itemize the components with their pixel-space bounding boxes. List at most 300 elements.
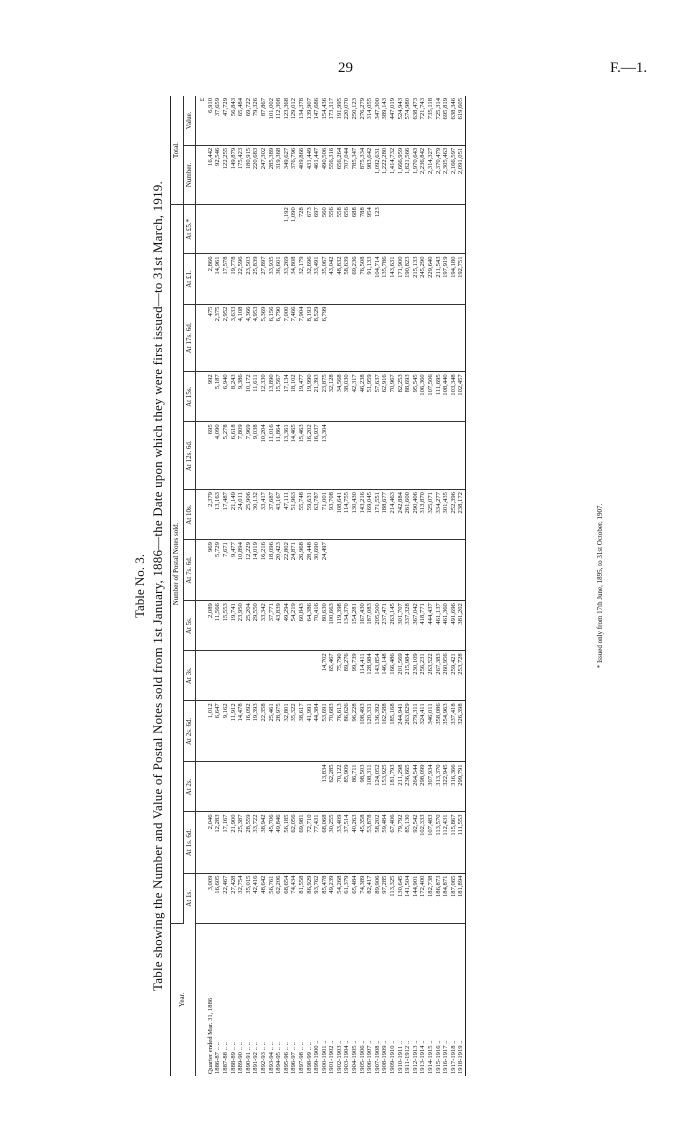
table-cell: 153,925 [381, 762, 389, 812]
table-cell: 695,819 [442, 96, 450, 145]
table-cell [389, 540, 397, 601]
table-cell: 112,431 [442, 812, 450, 873]
table-cell: 21,149 [230, 490, 238, 540]
table-cell [328, 304, 336, 372]
table-cell: 19,990 [306, 372, 314, 422]
table-cell: 175,423 [237, 145, 245, 204]
table-cell: 954 [366, 205, 374, 254]
table-cell: 19,477 [298, 372, 306, 422]
table-cell: 60,843 [298, 601, 306, 651]
table-cell: 42,416 [252, 873, 260, 923]
year-cell: 1910-1911 .. [396, 1040, 404, 1074]
table-cell: 188,677 [381, 490, 389, 540]
year-cell: 1907-1908 .. [373, 1040, 381, 1074]
table-cell: 10,204 [260, 422, 268, 490]
table-cell: 100,663 [328, 601, 336, 651]
table-cell: 1,666,959 [397, 145, 405, 204]
table-cell: 2,046 [207, 812, 215, 873]
year-cell: 1918-1919 .. [457, 1040, 465, 1074]
year-cell: 1912-1913 .. [411, 1040, 419, 1074]
table-cell: 252,396 [450, 490, 458, 540]
table-cell: 263,829 [404, 701, 412, 762]
table-cell: 9,477 [230, 540, 238, 601]
header-group-total: Total. [171, 96, 184, 205]
table-cell: 1,012 [207, 701, 215, 762]
table-cell: 191,995 [336, 96, 344, 145]
table-cell [397, 304, 405, 372]
table-cell [381, 205, 389, 254]
table-cell [359, 540, 367, 601]
table-cell: 64,386 [306, 601, 314, 651]
table-cell: 192,751 [457, 254, 465, 304]
table-cell: 24,871 [290, 540, 298, 601]
table-row [336, 96, 344, 1076]
table-cell: 619,605 [457, 96, 465, 145]
table-cell: 102,457 [457, 372, 465, 422]
column-header: At 1s. 6d. [183, 812, 196, 873]
table-cell: 247,302 [260, 145, 268, 204]
table-cell: 79,326 [252, 96, 260, 145]
column-header: At 2s. [183, 762, 196, 812]
table-cell: 27,428 [230, 873, 238, 923]
table-cell: 12,229 [245, 540, 253, 601]
table-cell: 184,871 [442, 873, 450, 923]
table-cell: 245,290 [419, 254, 427, 304]
table-cell: 969 [207, 540, 215, 601]
table-row [207, 96, 215, 1076]
table-cell: 63,787 [313, 490, 321, 540]
table-cell: 656 [343, 205, 351, 254]
table-cell: 211,298 [397, 762, 405, 812]
table-cell [214, 651, 222, 701]
table-cell: 19,741 [230, 601, 238, 651]
table-cell: 144,901 [412, 873, 420, 923]
table-cell: 230,109 [412, 651, 420, 701]
table-cell: 2,089 [207, 601, 215, 651]
table-row [275, 96, 283, 1076]
table-cell: 322,945 [442, 762, 450, 812]
table-cell: 11,864 [275, 422, 283, 490]
table-cell [196, 923, 207, 1076]
table-cell: 721,743 [419, 96, 427, 145]
table-cell: 22,358 [260, 701, 268, 762]
table-cell: 875,334 [359, 145, 367, 204]
table-cell [366, 422, 374, 490]
column-header: Value. [183, 96, 196, 145]
postal-notes-table [170, 96, 466, 1076]
table-cell: 33,342 [260, 601, 268, 651]
table-cell: 14,478 [237, 701, 245, 762]
table-cell: 62,206 [275, 873, 283, 923]
table-cell: 101,002 [268, 96, 276, 145]
table-row [328, 96, 336, 1076]
table-cell: 29,550 [252, 601, 260, 651]
table-cell: 59,484 [381, 812, 389, 873]
year-cell: 1891-92 .. .. [252, 1042, 260, 1074]
table-cell: 313,370 [435, 762, 443, 812]
table-cell [230, 762, 238, 812]
table-cell [442, 540, 450, 601]
table-cell [268, 651, 276, 701]
table-cell: 13,834 [321, 762, 329, 812]
table-cell: 17,167 [222, 812, 230, 873]
table-cell: 26,968 [298, 540, 306, 601]
table-row [351, 96, 359, 1076]
table-cell: 68,654 [283, 873, 291, 923]
table-cell: 220,070 [343, 96, 351, 145]
table-cell [397, 422, 405, 490]
table-cell: 9,038 [252, 422, 260, 490]
table-cell: 220,683 [252, 145, 260, 204]
table-cell: 267,383 [435, 651, 443, 701]
table-cell: 261,600 [404, 490, 412, 540]
table-cell [196, 651, 207, 701]
column-header: At £1. [183, 254, 196, 304]
table-row [442, 96, 450, 1076]
table-cell: 181,793 [389, 762, 397, 812]
table-cell [397, 540, 405, 601]
table-cell: 13,163 [214, 490, 222, 540]
table-cell: 30,690 [313, 540, 321, 601]
year-cell: 1897-98 .. .. [297, 1042, 305, 1074]
table-cell: 53,691 [321, 701, 329, 762]
table-cell: 785,347 [351, 145, 359, 204]
year-cell: 1899-1900 .. [313, 1040, 321, 1074]
table-cell: 656,264 [336, 145, 344, 204]
table-cell: 367,042 [412, 601, 420, 651]
table-cell: 169,045 [366, 490, 374, 540]
table-cell: 250,123 [351, 96, 359, 145]
table-cell: 32,128 [328, 372, 336, 422]
table-cell [260, 651, 268, 701]
table-cell [245, 762, 253, 812]
table-row [404, 96, 412, 1076]
table-cell: 18,096 [268, 540, 276, 601]
table-cell: 38,942 [260, 812, 268, 873]
table-cell [389, 422, 397, 490]
table-cell [196, 304, 207, 372]
table-cell: 113,570 [435, 812, 443, 873]
table-cell: 136,392 [374, 701, 382, 762]
table-cell: 70,967 [389, 372, 397, 422]
table-cell [435, 205, 443, 254]
table-cell: 115,867 [450, 812, 458, 873]
table-cell [442, 422, 450, 490]
table-cell: 12,330 [260, 372, 268, 422]
table-cell: 45,358 [359, 812, 367, 873]
table-cell: 337,328 [404, 601, 412, 651]
table-cell: 51,959 [366, 372, 374, 422]
table-cell [196, 490, 207, 540]
table-cell: 119,398 [336, 601, 344, 651]
table-cell: 325,071 [427, 490, 435, 540]
table-cell [404, 540, 412, 601]
table-cell: 4,366 [245, 304, 253, 372]
table-cell: 70,122 [336, 762, 344, 812]
table-cell [290, 762, 298, 812]
table-cell: 33,722 [252, 812, 260, 873]
table-cell: 143,631 [389, 254, 397, 304]
table-cell [435, 540, 443, 601]
table-cell [351, 304, 359, 372]
table-cell: 33,935 [268, 254, 276, 304]
table-cell: 134,370 [343, 601, 351, 651]
table-cell [442, 304, 450, 372]
table-title: Table showing the Number and Value of Postal Notes sold from 1st January, 1886—the Date upon which they were first issued—to 31st March, 1919. [150, 181, 165, 991]
table-cell: 85,130 [404, 812, 412, 873]
table-cell: 181,894 [457, 873, 465, 923]
table-cell: 56,843 [230, 96, 238, 145]
table-cell [196, 762, 207, 812]
table-cell: 7,466 [290, 304, 298, 372]
table-cell [214, 762, 222, 812]
header-year: Year. [171, 923, 196, 1076]
table-cell: 72,710 [306, 812, 314, 873]
table-cell: 9,386 [237, 372, 245, 422]
table-cell: 8,529 [313, 304, 321, 372]
table-cell: 88,693 [404, 372, 412, 422]
table-row [222, 96, 230, 1076]
table-cell: 61,379 [343, 873, 351, 923]
table-cell: 77,431 [313, 812, 321, 873]
table-cell: 215,133 [412, 254, 420, 304]
table-cell: 99,739 [351, 651, 359, 701]
table-cell: 124,052 [374, 762, 382, 812]
table-row [381, 96, 389, 1076]
table-cell: 129,012 [290, 96, 298, 145]
table-cell [359, 304, 367, 372]
table-cell: 93,708 [328, 490, 336, 540]
table-cell: 171,900 [397, 254, 405, 304]
table-cell: 76,508 [359, 254, 367, 304]
table-cell [245, 205, 253, 254]
table-cell [336, 422, 344, 490]
table-cell: 54,268 [336, 873, 344, 923]
table-cell: 16,202 [306, 422, 314, 490]
table-cell: 358,086 [435, 701, 443, 762]
table-cell: 162,588 [381, 701, 389, 762]
table-cell: 37,659 [214, 96, 222, 145]
table-cell [381, 540, 389, 601]
table-cell: 139,907 [306, 96, 314, 145]
table-cell: 16,216 [260, 540, 268, 601]
table-cell: 558 [336, 205, 344, 254]
table-cell: 87,867 [260, 96, 268, 145]
table-cell [222, 651, 230, 701]
table-cell [290, 651, 298, 701]
table-cell: 12,283 [214, 812, 222, 873]
table-cell [207, 762, 215, 812]
table-cell: 728 [298, 205, 306, 254]
table-cell [427, 304, 435, 372]
table-cell [275, 762, 283, 812]
table-cell: 1,970,643 [412, 145, 420, 204]
table-cell: 11,566 [214, 601, 222, 651]
page-reference: F.—1. [610, 60, 648, 76]
table-cell: 279,311 [412, 701, 420, 762]
table-cell [442, 205, 450, 254]
table-cell: 205,500 [374, 601, 382, 651]
column-header: Number. [183, 145, 196, 204]
table-cell [343, 422, 351, 490]
table-cell: 76,613 [336, 701, 344, 762]
table-cell [450, 540, 458, 601]
table-cell: 2,305,463 [442, 145, 450, 204]
table-cell: 58,639 [343, 254, 351, 304]
table-cell: 171,551 [374, 490, 382, 540]
table-cell: 93,762 [313, 873, 321, 923]
table-cell: 173,317 [328, 96, 336, 145]
table-cell: 89,276 [343, 651, 351, 701]
table-cell: 16,442 [207, 145, 215, 204]
column-header: At 12s. 6d. [183, 422, 196, 490]
column-header: At £5.* [183, 205, 196, 254]
table-cell: 25,461 [268, 701, 276, 762]
table-cell [237, 205, 245, 254]
table-cell: 108,493 [359, 701, 367, 762]
column-header: At 5s. [183, 601, 196, 651]
table-cell: 11,016 [268, 422, 276, 490]
table-cell: 409,866 [298, 145, 306, 204]
table-cell: 92,546 [214, 145, 222, 204]
table-row [366, 96, 374, 1076]
table-cell: 17,134 [283, 372, 291, 422]
table-cell [283, 762, 291, 812]
table-cell: 36,601 [275, 254, 283, 304]
table-cell: 264,544 [412, 762, 420, 812]
table-cell: 326,398 [457, 701, 465, 762]
table-cell: 242,884 [397, 490, 405, 540]
table-cell [419, 540, 427, 601]
table-cell [306, 762, 314, 812]
table-cell: 556 [328, 205, 336, 254]
table-cell [412, 422, 420, 490]
column-header: At 17s. 6d. [183, 304, 196, 372]
table-cell [419, 205, 427, 254]
table-cell: 91,133 [366, 254, 374, 304]
table-row [313, 96, 321, 1076]
table-cell: 37,687 [268, 490, 276, 540]
table-cell: 24,497 [321, 540, 329, 601]
table-cell: 16,092 [245, 701, 253, 762]
table-cell: 381,202 [457, 601, 465, 651]
table-cell [283, 651, 291, 701]
table-cell: 461,447 [313, 145, 321, 204]
table-cell: 6,910 [207, 96, 215, 145]
year-cell: 1890-91 .. .. [244, 1042, 252, 1074]
table-cell: 67,406 [389, 812, 397, 873]
table-cell: 6,647 [214, 701, 222, 762]
table-cell: 68,068 [321, 812, 329, 873]
year-cell: 1917-1918 .. [449, 1040, 457, 1074]
table-cell: 10,894 [237, 540, 245, 601]
table-cell: 4,108 [237, 304, 245, 372]
table-cell [343, 304, 351, 372]
year-cell: 1913-1914 .. [419, 1040, 427, 1074]
table-cell: 560 [321, 205, 329, 254]
table-cell: 51,963 [290, 490, 298, 540]
table-cell: 154,436 [321, 96, 329, 145]
table-cell: 62,285 [328, 762, 336, 812]
table-cell: 187,065 [450, 873, 458, 923]
year-cell: 1914-1915 .. [427, 1040, 434, 1074]
table-cell: 2,952 [222, 304, 230, 372]
table-cell: 418,771 [419, 601, 427, 651]
table-cell: 35,067 [321, 254, 329, 304]
table-cell: 86,711 [351, 762, 359, 812]
table-cell: 7,000 [283, 304, 291, 372]
table-cell: 38,030 [343, 372, 351, 422]
table-cell: 19,778 [230, 254, 238, 304]
table-cell: 143,216 [359, 490, 367, 540]
table-cell: 123 [374, 205, 382, 254]
table-label: Table No. 3. [132, 553, 147, 619]
table-cell: 33,417 [260, 490, 268, 540]
table-cell [427, 205, 435, 254]
table-cell: 7,671 [222, 540, 230, 601]
table-cell: 34,808 [290, 254, 298, 304]
table-cell: 46,238 [359, 372, 367, 422]
table-cell: 3,009 [207, 873, 215, 923]
table-cell: 134,378 [298, 96, 306, 145]
table-cell: 35,322 [290, 701, 298, 762]
table-cell: 9,162 [222, 701, 230, 762]
table-cell: 41,991 [306, 701, 314, 762]
year-cell: 1911-1912 .. [404, 1040, 412, 1074]
table-cell: 307,934 [427, 762, 435, 812]
table-cell [237, 762, 245, 812]
year-cell: 1903-1904 .. [343, 1040, 351, 1074]
table-cell [366, 304, 374, 372]
table-cell: 2,379 [207, 490, 215, 540]
table-cell: 215,984 [404, 651, 412, 701]
table-cell: 49,846 [275, 812, 283, 873]
table-cell: 128,984 [366, 651, 374, 701]
table-cell [260, 205, 268, 254]
table-row [397, 96, 405, 1076]
table-cell: 1,092,631 [374, 145, 382, 204]
table-cell: 182,738 [427, 873, 435, 923]
table-cell [196, 873, 207, 923]
table-cell: 444,437 [427, 601, 435, 651]
table-cell: 5,187 [214, 372, 222, 422]
table-cell: 285,389 [268, 145, 276, 204]
table-cell: 20,423 [275, 540, 283, 601]
table-cell [351, 422, 359, 490]
table-cell [450, 422, 458, 490]
table-cell: 32,696 [306, 254, 314, 304]
table-cell: 65,484 [237, 96, 245, 145]
table-cell: 33,269 [283, 254, 291, 304]
table-cell: 30,255 [328, 812, 336, 873]
table-cell: 123,368 [283, 96, 291, 145]
table-cell: 276,279 [359, 96, 367, 145]
table-cell: 638,346 [450, 96, 458, 145]
table-cell: 259,421 [450, 651, 458, 701]
column-header: At 2s. 6d. [183, 701, 196, 762]
table-cell: 69,236 [351, 254, 359, 304]
table-cell: 111,553 [457, 812, 465, 873]
table-cell [336, 540, 344, 601]
table-cell: 688 [351, 205, 359, 254]
table-cell: 186,873 [435, 873, 443, 923]
table-cell: 103,348 [450, 372, 458, 422]
table-cell: 98,503 [359, 762, 367, 812]
table-cell: 114,411 [359, 651, 367, 701]
table-cell: 25,906 [245, 490, 253, 540]
table-cell: 166,486 [389, 651, 397, 701]
table-cell: 43,167 [275, 490, 283, 540]
